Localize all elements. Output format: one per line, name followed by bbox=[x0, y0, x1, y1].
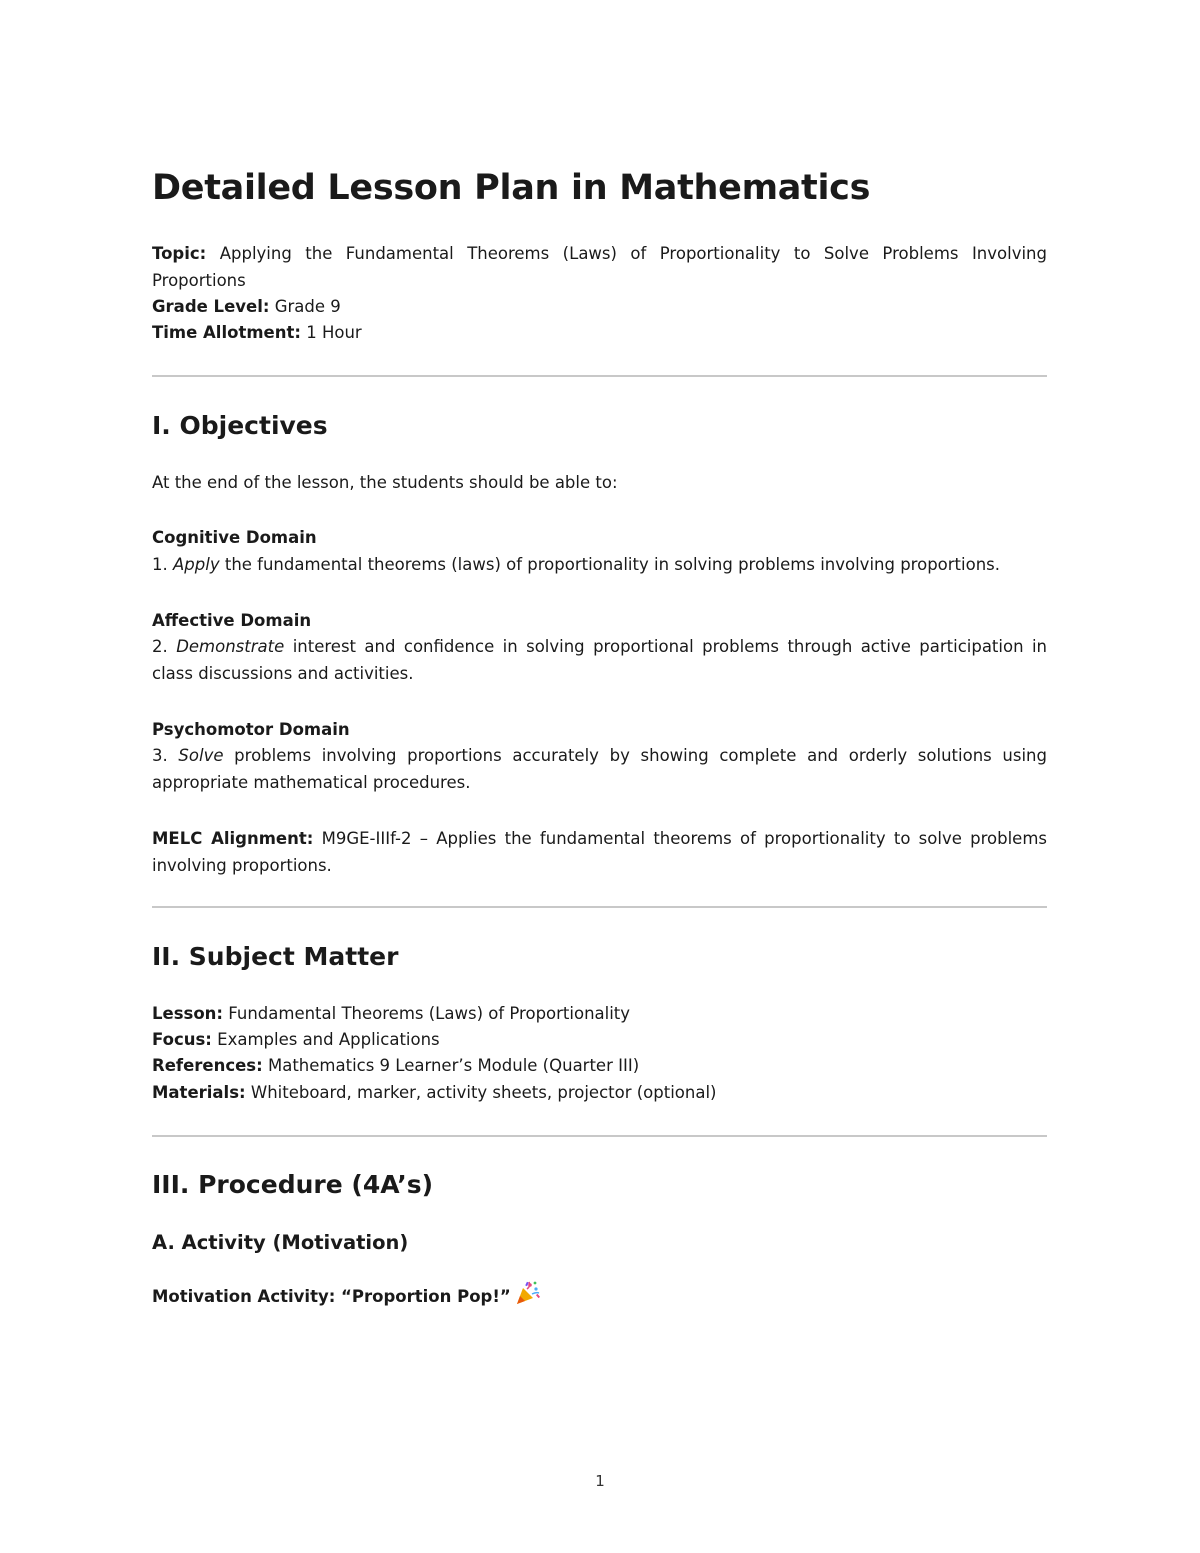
grade-value: Grade 9 bbox=[274, 297, 341, 316]
cognitive-label: Cognitive Domain bbox=[152, 528, 317, 547]
motivation-activity-line bbox=[152, 1280, 1047, 1311]
divider-2 bbox=[152, 906, 1047, 908]
psychomotor-label: Psychomotor Domain bbox=[152, 720, 350, 739]
references-line bbox=[152, 1053, 1047, 1080]
grade-line bbox=[152, 294, 1047, 321]
psychomotor-text: problems involving proportions accurately by showing complete and orderly solutions using appropriate mathematical procedures. bbox=[152, 746, 1047, 792]
objectives-heading: I. Objectives bbox=[152, 411, 328, 440]
affective-text: interest and confidence in solving proportional problems through active participation in class discussions and activities. bbox=[152, 637, 1048, 683]
affective-label: Affective Domain bbox=[152, 611, 312, 630]
materials-value: Whiteboard, marker, activity sheets, projector (optional) bbox=[250, 1083, 717, 1102]
activity-heading: A. Activity (Motivation) bbox=[152, 1231, 409, 1254]
cognitive-text: the fundamental theorems (laws) of proportionality in solving problems involving proportions. bbox=[224, 555, 1000, 574]
affective-verb: Demonstrate bbox=[176, 637, 285, 656]
focus-label: Focus: bbox=[152, 1030, 212, 1049]
psychomotor-verb: Solve bbox=[178, 746, 224, 765]
lesson-line bbox=[152, 1001, 1047, 1028]
melc-alignment bbox=[152, 826, 1047, 879]
psychomotor-num: 3. bbox=[152, 746, 168, 765]
cognitive-verb: Apply bbox=[173, 555, 220, 574]
melc-text: M9GE-IIIf-2 – Applies the fundamental theorems of proportionality to solve problems involving proportions. bbox=[152, 829, 1047, 875]
procedure-heading: III. Procedure (4A’s) bbox=[152, 1170, 434, 1199]
cognitive-num: 1. bbox=[152, 555, 168, 574]
references-label: References: bbox=[152, 1056, 263, 1075]
time-label: Time Allotment: bbox=[152, 323, 301, 342]
cognitive-objective bbox=[152, 552, 1047, 579]
page-title: Detailed Lesson Plan in Mathematics bbox=[152, 168, 871, 208]
motivation-label: Motivation Activity: “Proportion Pop!” bbox=[152, 1287, 511, 1306]
focus-line bbox=[152, 1027, 1047, 1054]
psychomotor-objective bbox=[152, 743, 1047, 796]
lesson-label: Lesson: bbox=[152, 1004, 224, 1023]
focus-value: Examples and Applications bbox=[217, 1030, 440, 1049]
materials-line bbox=[152, 1080, 1047, 1107]
topic-label: Topic: bbox=[152, 244, 207, 263]
materials-label: Materials: bbox=[152, 1083, 246, 1102]
subject-matter-heading: II. Subject Matter bbox=[152, 942, 399, 971]
references-value: Mathematics 9 Learner’s Module (Quarter III) bbox=[267, 1056, 640, 1075]
time-line bbox=[152, 320, 1047, 347]
time-value: 1 Hour bbox=[306, 323, 362, 342]
topic-value: Applying the Fundamental Theorems (Laws) of Proportionality to Solve Problems Involving Proportions bbox=[152, 244, 1047, 290]
page-number: 1 bbox=[595, 1472, 605, 1490]
affective-num: 2. bbox=[152, 637, 168, 656]
divider-3 bbox=[152, 1135, 1047, 1137]
party-popper-icon bbox=[515, 1280, 541, 1306]
affective-objective bbox=[152, 634, 1047, 687]
divider-1 bbox=[152, 375, 1047, 377]
melc-label: MELC Alignment: bbox=[152, 829, 314, 848]
objectives-intro: At the end of the lesson, the students should be able to: bbox=[152, 473, 618, 492]
grade-label: Grade Level: bbox=[152, 297, 270, 316]
lesson-value: Fundamental Theorems (Laws) of Proportionality bbox=[228, 1004, 631, 1023]
topic-line bbox=[152, 241, 1047, 294]
